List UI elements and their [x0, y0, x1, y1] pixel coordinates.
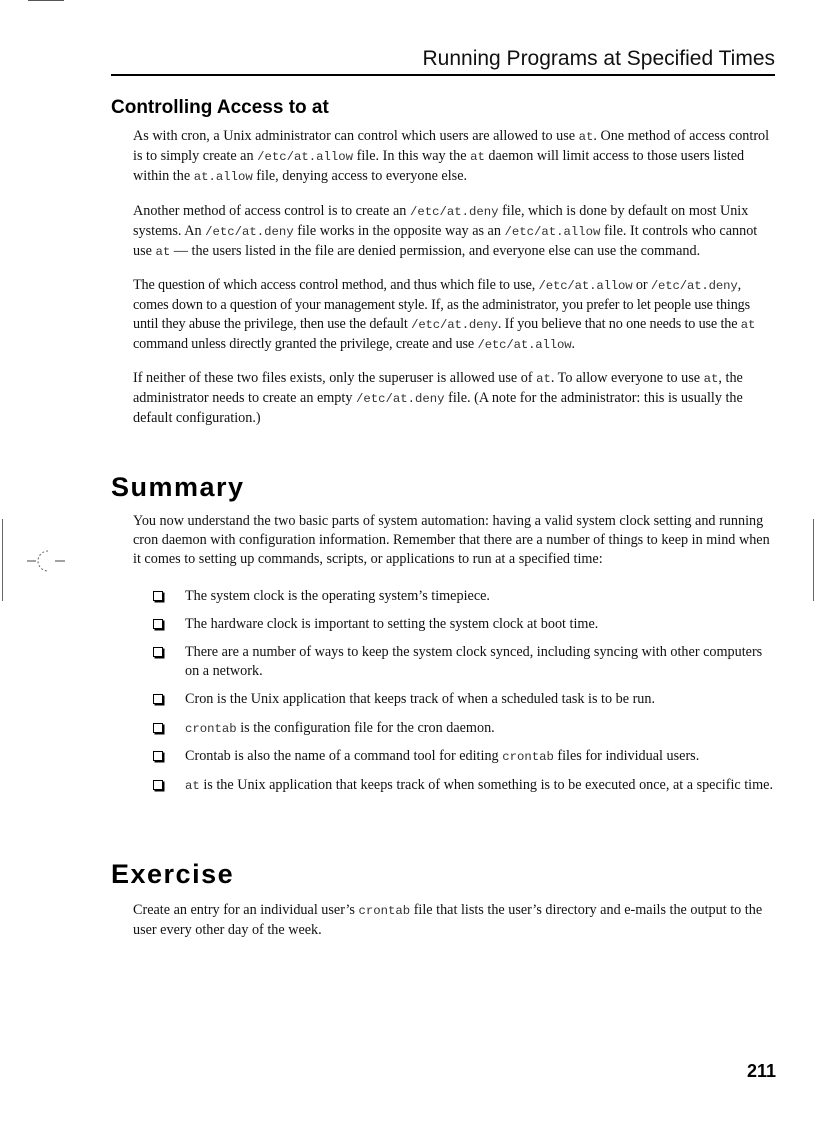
list-item-text: There are a number of ways to keep the system clock synced, including syncing with other computers on a network. [185, 644, 763, 679]
list-item-text: at is the Unix application that keeps track of when something is to be executed once, at a specific time. [185, 777, 773, 793]
inline-code: /etc/at.deny [205, 225, 294, 239]
crop-mark [28, 0, 64, 1]
inline-code: at [578, 130, 594, 144]
registration-mark-icon [27, 550, 67, 572]
inline-code: /etc/at.deny [355, 392, 445, 406]
section-heading-access-control: Controlling Access to at [111, 97, 329, 118]
checkbox-bullet-icon [153, 619, 163, 629]
section-heading-summary: Summary [111, 472, 245, 502]
checkbox-bullet-icon [153, 647, 163, 657]
list-item-text: crontab is the configuration file for the cron daemon. [185, 720, 495, 736]
checkbox-bullet-icon [153, 591, 163, 601]
paragraph-access-3: The question of which access control method, and thus which file to use, /etc/at.allow or /etc/at.deny, comes down to a question of your management style. If, as the administrator, you prefer to let people use things until they abuse the privilege, then use the default /etc/at.deny. If you believe that no one needs to use the at command unless directly granted the privilege, create and use /etc/at.allow. [133, 277, 756, 352]
running-header [111, 46, 775, 76]
inline-code: /etc/at.allow [257, 150, 354, 164]
inline-code: at [185, 779, 200, 793]
checkbox-bullet-icon [153, 751, 163, 761]
inline-code: at.allow [193, 170, 253, 184]
running-title: Running Programs at Specified Times [422, 47, 775, 70]
inline-code: at [536, 372, 551, 386]
inline-code: /etc/at.allow [538, 279, 633, 293]
inline-code: at [155, 245, 171, 259]
checkbox-bullet-icon [153, 723, 163, 733]
inline-code: crontab [358, 904, 411, 918]
inline-code: /etc/at.allow [504, 225, 601, 239]
inline-code: crontab [502, 750, 554, 764]
paragraph-access-2: Another method of access control is to create an /etc/at.deny file, which is done by default on most Unix systems. An /etc/at.deny file works in the opposite way as an /etc/at.allow file. It controls who cannot use at — the users listed in the file are denied permission, and everyone else can use the command. [133, 203, 758, 259]
inline-code: /etc/at.deny [409, 205, 499, 219]
list-item-text: The system clock is the operating system’s timepiece. [185, 588, 490, 604]
inline-code: /etc/at.deny [411, 318, 498, 332]
section-heading-exercise: Exercise [111, 859, 235, 889]
list-item-text: The hardware clock is important to setting the system clock at boot time. [185, 616, 599, 632]
inline-code: /etc/at.deny [650, 279, 738, 293]
list-item-text: Crontab is also the name of a command tool for editing crontab files for individual users. [185, 748, 700, 764]
paragraph-access-1: As with cron, a Unix administrator can control which users are allowed to use at. One method of access control is to simply create an /etc/at.allow file. In this way the at daemon will limit access to those users listed within the at.allow file, denying access to everyone else. [133, 128, 770, 184]
paragraph-exercise: Create an entry for an individual user’s crontab file that lists the user’s directory and e-mails the output to the user every other day of the week. [133, 902, 763, 938]
checkbox-bullet-icon [153, 694, 163, 704]
inline-code: at [703, 372, 719, 386]
page-number: 211 [746, 1061, 776, 1081]
margin-rule-left [2, 519, 3, 601]
inline-code: crontab [185, 722, 237, 736]
checkbox-bullet-icon [153, 780, 163, 790]
inline-code: at [470, 150, 485, 164]
margin-rule-right [813, 519, 814, 601]
paragraph-summary-intro: You now understand the two basic parts of system automation: having a valid system clock setting and running cron daemon with configuration information. Remember that there are a number of things to keep in mind when it comes to setting up commands, scripts, or applications to run at a specified time: [133, 513, 770, 567]
paragraph-access-4: If neither of these two files exists, only the superuser is allowed use of at. To allow everyone to use at, the administrator needs to create an empty /etc/at.deny file. (A note for the administrator: this is usually the default configuration.) [133, 370, 743, 426]
list-item-text: Cron is the Unix application that keeps track of when a scheduled task is to be run. [185, 691, 656, 707]
inline-code: /etc/at.allow [477, 338, 572, 352]
inline-code: at [740, 318, 756, 332]
